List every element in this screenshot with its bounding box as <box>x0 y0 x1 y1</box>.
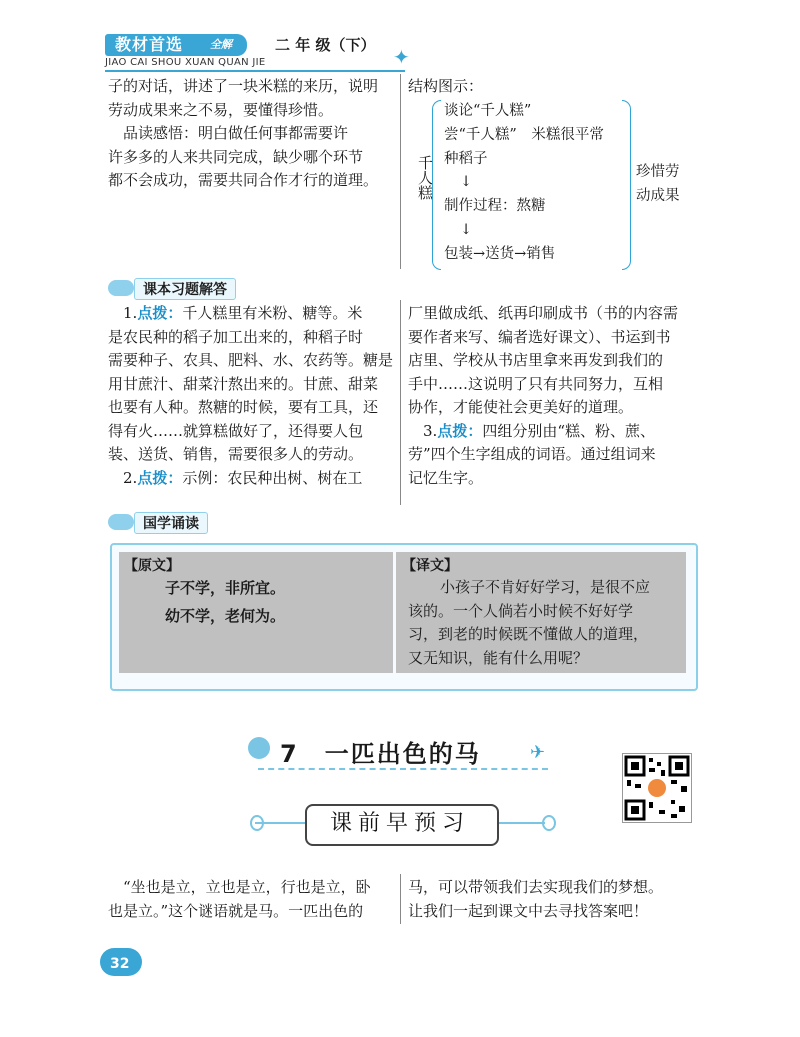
lesson-name: 一匹出色的马 <box>324 740 481 768</box>
cloud-icon <box>108 514 134 530</box>
preview-right-column <box>408 876 698 923</box>
book-series-title: 教材首选 <box>115 35 184 54</box>
left-brace <box>432 100 441 270</box>
answer-1-first-line <box>108 302 398 326</box>
text-line: 许多多的人来共同完成，缺少哪个环节 <box>108 147 364 166</box>
preview-left-column <box>108 876 398 923</box>
preview-title: 课前早预习 <box>330 811 471 836</box>
text-line: 劳”四个生字组成的词语。通过组词来 <box>408 445 656 463</box>
conclusion-line: 动成果 <box>636 188 680 204</box>
hexagon-icon <box>542 815 556 831</box>
text-line: 子的对话，讲述了一块米糕的来历，说明 <box>108 77 379 95</box>
structure-row: 尝“千人糕” 米糕很平常 <box>444 126 604 143</box>
exercise-left-column <box>108 302 398 490</box>
answer-number: 3. <box>423 421 438 440</box>
text-line: 示例：农民种出树、树在工 <box>182 468 363 487</box>
structure-rows <box>444 100 604 267</box>
translation-label: 【译文】 <box>402 558 458 574</box>
text-line: 协作，才能使社会更美好的道理。 <box>408 398 634 416</box>
title-underline <box>258 768 548 770</box>
translation-text <box>408 576 684 670</box>
preview-line-right <box>495 822 545 824</box>
text-line: 需要种子、农具、肥料、水、农药等。糖是 <box>108 351 394 369</box>
text-line: 厂里做成纸、纸再印刷成书（书的内容需 <box>408 304 679 322</box>
qr-code[interactable] <box>622 753 692 823</box>
intro-text <box>108 75 396 193</box>
text-line: 劳动成果来之不易，要懂得珍惜。 <box>108 100 334 119</box>
qr-code-icon <box>623 754 691 822</box>
structure-row: 制作过程：熬糖 <box>444 198 546 215</box>
translation-line: 又无知识，能有什么用呢？ <box>408 648 589 667</box>
answer-number: 2. <box>123 468 138 487</box>
structure-conclusion <box>636 160 680 208</box>
arrow-down-icon: ↓ <box>460 174 473 191</box>
hint-tag: 点拨： <box>137 304 183 322</box>
text-line: 品读感悟：明白做任何事都需要许 <box>108 124 349 142</box>
text-line: 千人糕里有米粉、糖等。米 <box>182 304 363 322</box>
structure-row: 包装→送货→销售 <box>444 245 556 262</box>
grade-label: 二 年 级（下） <box>275 36 376 54</box>
structure-left-label <box>415 155 434 200</box>
sparkle-icon: ✦ <box>393 45 410 69</box>
text-line: “坐也是立，立也是立，行也是立，卧 <box>123 878 371 896</box>
structure-row: 种稻子 <box>444 150 488 167</box>
original-line: 幼不学，老何为。 <box>165 607 286 625</box>
column-divider <box>400 874 401 924</box>
translation-line: 该的。一个人倘若小时候不好好学 <box>408 601 634 620</box>
translation-line: 小孩子不肯好好学习，是很不应 <box>440 578 651 596</box>
cloud-icon <box>108 280 134 296</box>
text-line: 让我们一起到课文中去寻找答案吧！ <box>408 901 649 920</box>
hint-tag: 点拨： <box>437 421 483 440</box>
airplane-icon: ✈ <box>530 742 546 763</box>
book-logo: 全解 <box>210 38 232 51</box>
original-label: 【原文】 <box>124 558 180 574</box>
text-line: 也要有人种。熬糖的时候，要有工具，还 <box>108 398 379 416</box>
text-line: 得有火……就算糕做好了，还得要人包 <box>108 421 364 440</box>
text-line: 店里、学校从书店里拿来再发到我们的 <box>408 351 664 369</box>
conclusion-line: 珍惜劳 <box>636 164 680 180</box>
column-divider <box>400 74 401 269</box>
structure-row: 谈论“千人糕” <box>444 103 532 119</box>
header-rule <box>105 70 405 72</box>
text-line: 装、送货、销售，需要很多人的劳动。 <box>108 445 364 463</box>
text-line: 马，可以带领我们去实现我们的梦想。 <box>408 878 664 896</box>
left-label-text: 千人糕 <box>416 155 434 200</box>
text-line: 也是立。”这个谜语就是马。一匹出色的 <box>108 901 364 920</box>
lesson-number: 7 <box>280 740 299 768</box>
hint-tag: 点拨： <box>137 468 183 487</box>
answer-3-first-line <box>408 420 698 444</box>
right-brace <box>622 100 631 270</box>
text-line: 都不会成功，需要共同合作才行的道理。 <box>108 171 379 189</box>
exercise-right-column <box>408 302 698 490</box>
exercises-section-title: 课本习题解答 <box>134 278 236 300</box>
text-line: 用甘蔗汁、甜菜汁熬出来的。甘蔗、甜菜 <box>108 374 379 393</box>
series-pinyin: JIAO CAI SHOU XUAN QUAN JIE <box>105 57 266 68</box>
text-line: 记忆生字。 <box>408 468 484 487</box>
original-line: 子不学，非所宜。 <box>165 579 286 597</box>
text-line: 四组分别由“糕、粉、蔗、 <box>482 421 656 440</box>
text-line: 要作者来写、编者选好课文）、书运到书 <box>408 327 671 346</box>
answer-number: 1. <box>123 304 138 322</box>
column-divider <box>400 300 401 505</box>
guoxue-section-title: 国学诵读 <box>134 512 208 534</box>
text-line: 是农民种的稻子加工出来的，种稻子时 <box>108 327 364 346</box>
page-number: 32 <box>110 956 130 972</box>
original-text <box>165 574 285 630</box>
hexagon-icon <box>250 815 264 831</box>
dolphin-icon <box>248 737 270 759</box>
translation-line: 习，到老的时候既不懂做人的道理， <box>408 625 649 643</box>
text-line: 手中……这说明了只有共同努力，互相 <box>408 374 664 393</box>
lesson-title <box>280 734 481 769</box>
answer-2-first-line <box>108 467 398 491</box>
structure-title: 结构图示： <box>408 77 484 95</box>
arrow-down-icon: ↓ <box>460 221 473 238</box>
